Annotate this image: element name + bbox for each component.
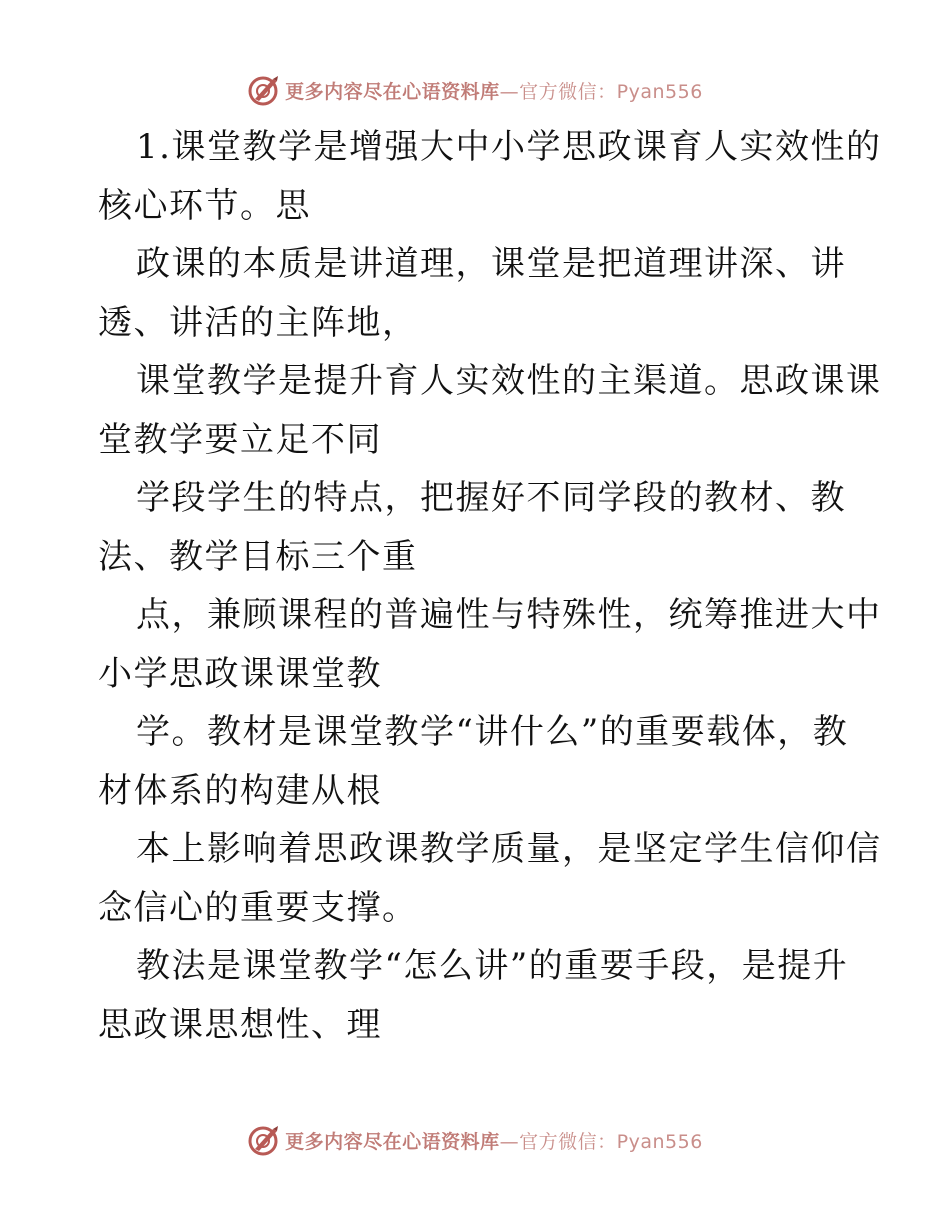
text-line: 念信心的重要支撑。 [98, 887, 418, 928]
text-line: 教法是课堂教学“怎么讲”的重要手段，是提升 [136, 946, 849, 986]
text-line: 法、教学目标三个重 [98, 536, 418, 577]
text-line: 学。教材是课堂教学“讲什么”的重要载体，教 [136, 712, 849, 752]
footer-watermark [0, 1120, 950, 1160]
text-line: 学段学生的特点，把握好不同学段的教材、教 [136, 478, 846, 518]
text-line: 堂教学要立足不同 [98, 419, 382, 460]
brand-logo-icon [247, 73, 281, 107]
text-line: 透、讲活的主阵地， [98, 302, 418, 343]
text-line: 政课的本质是讲道理，课堂是把道理讲深、讲 [136, 244, 846, 284]
footer-watermark-text: 更多内容尽在心语资料库—官方微信：Pyan556 [285, 1130, 703, 1153]
header-watermark-text: 更多内容尽在心语资料库—官方微信：Pyan556 [285, 80, 703, 103]
text-line: 1.课堂教学是增强大中小学思政课育人实效性的 [136, 127, 882, 167]
header-watermark [0, 70, 950, 110]
document-body [98, 118, 882, 1054]
text-line: 本上影响着思政课教学质量，是坚定学生信仰信 [136, 829, 882, 869]
text-line: 材体系的构建从根 [98, 770, 382, 811]
text-line: 核心环节。思 [98, 185, 311, 226]
text-line: 点，兼顾课程的普遍性与特殊性，统筹推进大中 [136, 595, 882, 635]
text-line: 小学思政课课堂教 [98, 653, 382, 694]
text-line: 思政课思想性、理 [98, 1004, 382, 1045]
text-line: 课堂教学是提升育人实效性的主渠道。思政课课 [136, 361, 882, 401]
brand-logo-icon [247, 1123, 281, 1157]
